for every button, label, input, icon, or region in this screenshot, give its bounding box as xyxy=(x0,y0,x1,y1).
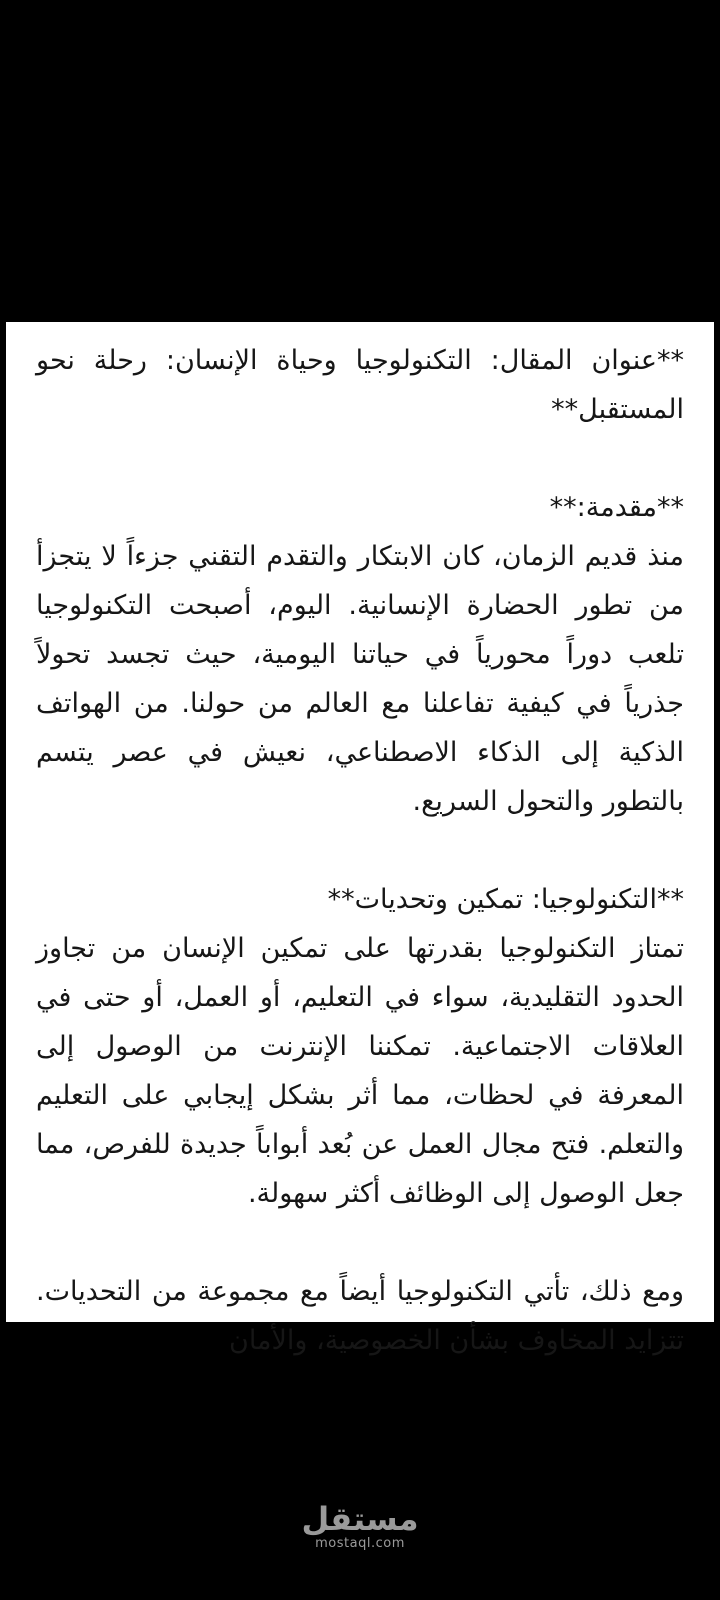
document-page xyxy=(6,322,714,1356)
watermark-latin: mostaql.com xyxy=(315,1536,405,1551)
closing-paragraph: ومع ذلك، تأتي التكنولوجيا أيضاً مع مجموعة من التحديات. تتزايد المخاوف بشأن الخصوصية، والأمان xyxy=(36,1276,684,1356)
section-paragraph: تمتاز التكنولوجيا بقدرتها على تمكين الإنسان من تجاوز الحدود التقليدية، سواء في التعليم، أو العمل، أو حتى في العلاقات الاجتماعية. تمكننا الإنترنت من الوصول إلى المعرفة في لحظات، مما أثر بشكل إيجابي على التعليم والتعلم. فتح مجال العمل عن بُعد أبواباً جديدة للفرص، مما جعل الوصول إلى الوظائف أكثر سهولة. xyxy=(36,933,684,1209)
mostaql-watermark xyxy=(300,1502,420,1552)
watermark-arabic: مستقل xyxy=(301,1500,419,1538)
article-title: **عنوان المقال: التكنولوجيا وحياة الإنسان: رحلة نحو المستقبل** xyxy=(36,345,684,425)
intro-paragraph: منذ قديم الزمان، كان الابتكار والتقدم التقني جزءاً لا يتجزأ من تطور الحضارة الإنسانية. اليوم، أصبحت التكنولوجيا تلعب دوراً محورياً في حياتنا اليومية، حيث تجسد تحولاً جذرياً في كيفية تفاعلنا مع العالم من حولنا. من الهواتف الذكية إلى الذكاء الاصطناعي، نعيش في عصر يتسم بالتطور والتحول السريع. xyxy=(36,541,684,817)
intro-heading: **مقدمة:** xyxy=(549,492,684,523)
section-heading: **التكنولوجيا: تمكين وتحديات** xyxy=(327,884,684,915)
